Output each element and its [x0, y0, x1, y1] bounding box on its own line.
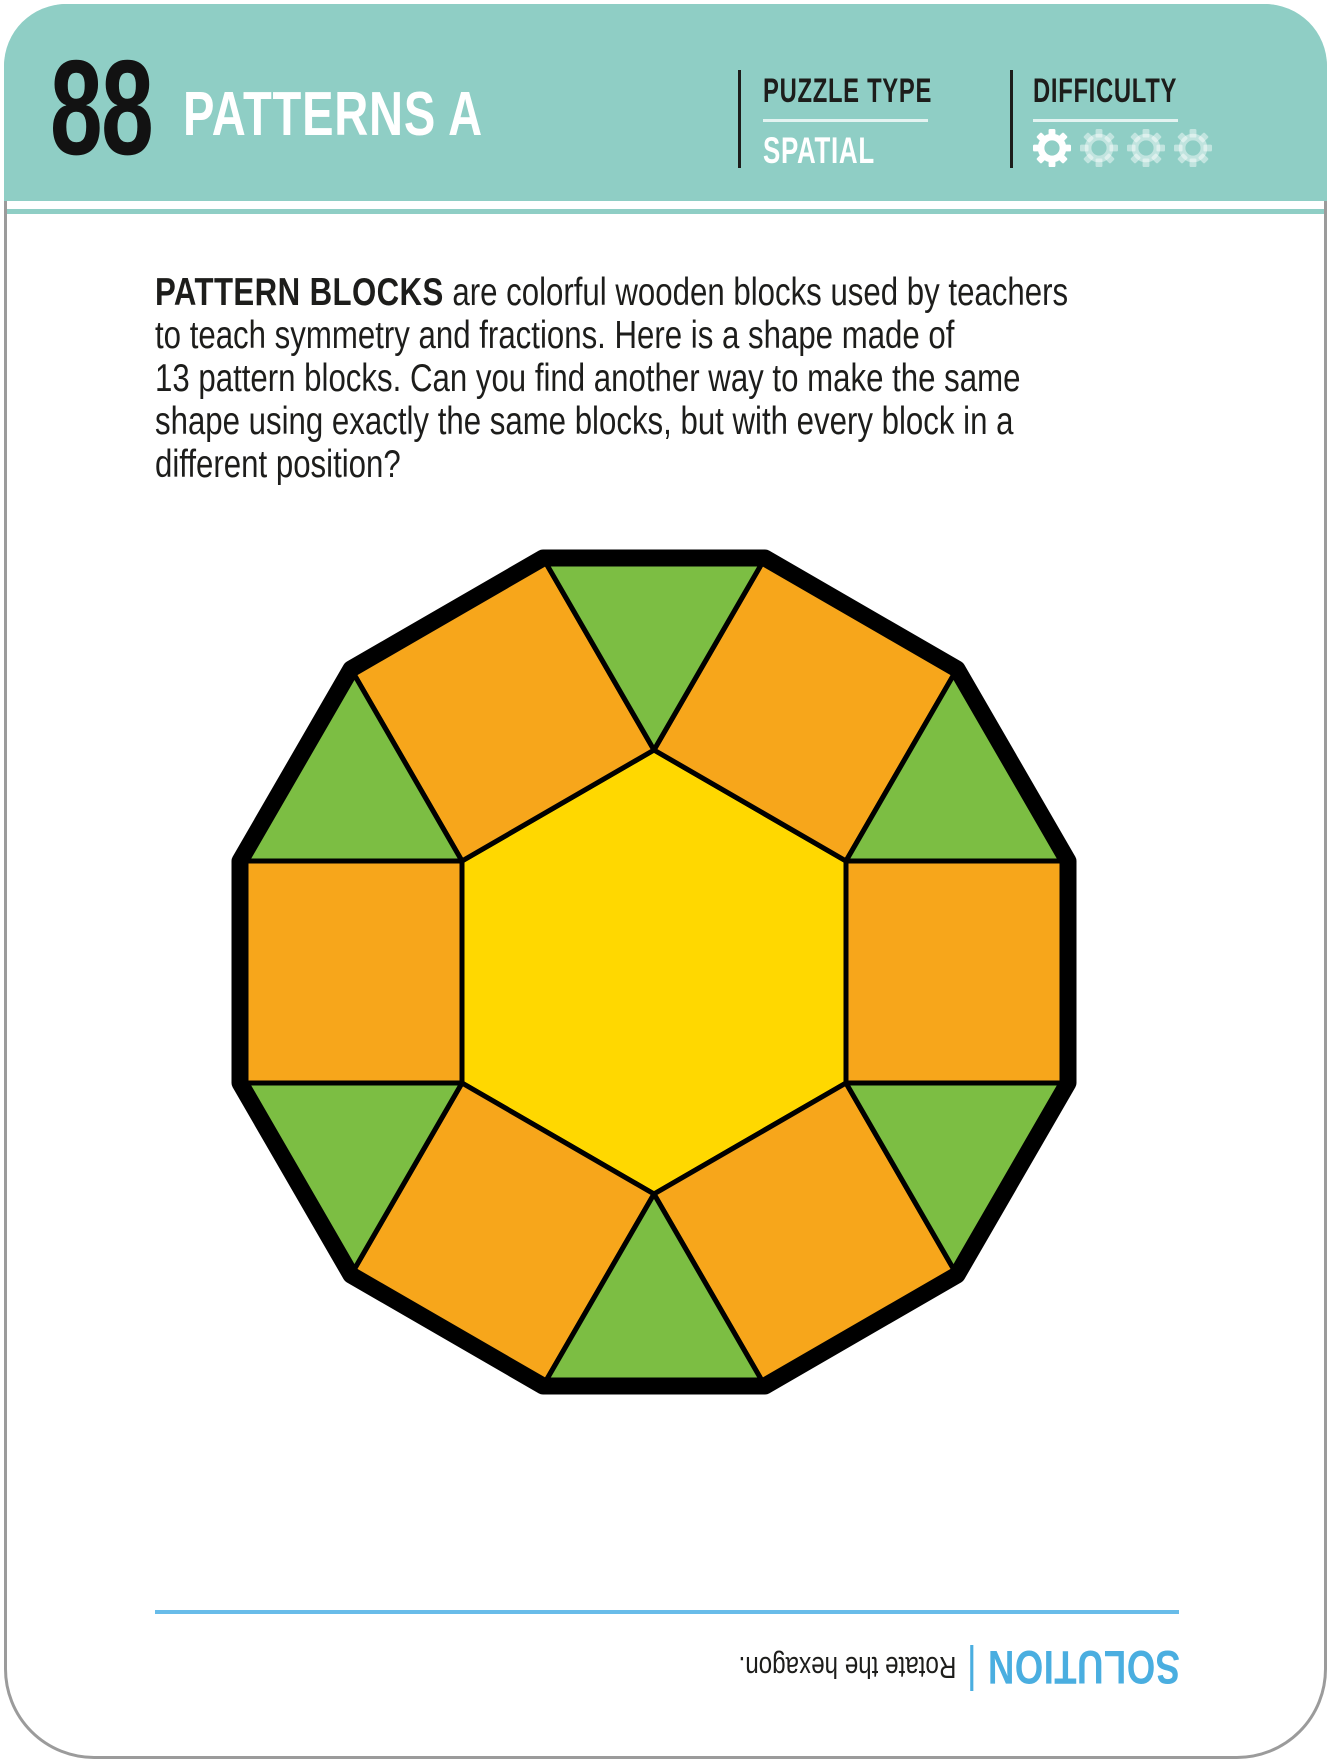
solution-label: SOLUTION [987, 1641, 1180, 1695]
intro-line: to teach symmetry and fractions. Here is a shape made of [155, 314, 955, 357]
puzzle-type-underline [763, 119, 928, 122]
square-block [846, 861, 1068, 1083]
solution-row-flipped [738, 1640, 1180, 1696]
header-separator [738, 70, 741, 168]
intro-lead: PATTERN BLOCKS [155, 271, 444, 314]
intro-line: 13 pattern blocks. Can you find another way to make the same [155, 357, 1021, 400]
gear-icon [1080, 129, 1118, 167]
pattern-blocks-figure [204, 522, 1104, 1422]
puzzle-type-label: PUZZLE TYPE [763, 72, 933, 110]
intro-line: different position? [155, 443, 401, 486]
solution-rule [155, 1610, 1179, 1614]
intro-paragraph [155, 271, 1068, 486]
puzzle-type-value: SPATIAL [763, 130, 875, 171]
difficulty-underline [1033, 119, 1178, 122]
solution-block [738, 1640, 1180, 1696]
difficulty-gears [1033, 129, 1212, 167]
gear-icon [1174, 129, 1212, 167]
solution-text: Rotate the hexagon. [738, 1650, 957, 1686]
square-block [240, 861, 462, 1083]
difficulty-label: DIFFICULTY [1033, 72, 1178, 110]
header-divider-teal [7, 209, 1324, 214]
gear-icon [1033, 129, 1071, 167]
intro-line [155, 271, 1068, 314]
gear-icon [1127, 129, 1165, 167]
intro-line-text: are colorful wooden blocks used by teachers [443, 271, 1069, 314]
header-divider-white [7, 201, 1324, 209]
header-separator [1010, 70, 1013, 168]
solution-divider [970, 1645, 973, 1691]
intro-line: shape using exactly the same blocks, but with every block in a [155, 400, 1014, 443]
puzzle-title: PATTERNS A [183, 80, 483, 149]
puzzle-number: 88 [50, 32, 153, 183]
